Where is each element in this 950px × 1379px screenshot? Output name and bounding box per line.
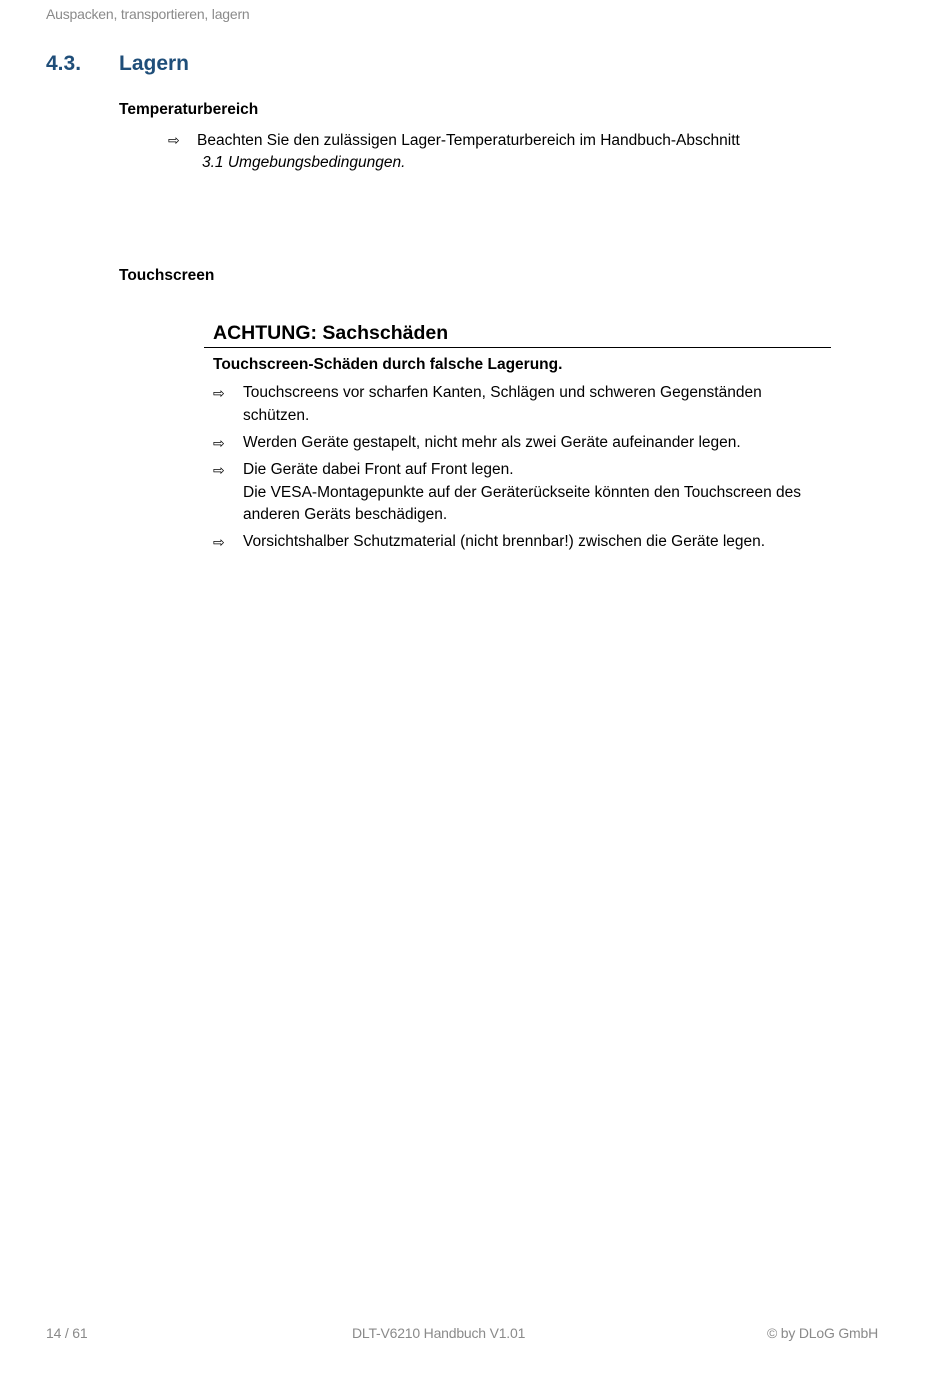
- notice-item-line: Vorsichtshalber Schutzmaterial (nicht brennbar!) zwischen die Geräte legen.: [243, 533, 766, 550]
- temperature-reference: 3.1 Umgebungsbedingungen.: [202, 154, 406, 171]
- temperature-bullet: [168, 130, 740, 152]
- arrow-right-outline-icon: ⇨: [213, 462, 225, 478]
- section-title: Lagern: [119, 52, 190, 75]
- notice-item: [213, 459, 813, 527]
- notice-item-line: Touchscreens vor scharfen Kanten, Schlägen und schweren Gegenständen: [243, 384, 762, 401]
- arrow-right-outline-icon: ⇨: [213, 435, 225, 451]
- touchscreen-heading: Touchscreen: [119, 267, 215, 284]
- arrow-right-outline-icon: ⇨: [213, 534, 225, 550]
- page-number: 14 / 61: [46, 1325, 88, 1341]
- notice-subtitle: Touchscreen-Schäden durch falsche Lagerung.: [213, 356, 563, 373]
- notice-item: [213, 382, 813, 427]
- section-number: 4.3.: [46, 52, 82, 75]
- notice-item: [213, 531, 813, 554]
- notice-title: ACHTUNG: Sachschäden: [213, 322, 449, 344]
- document-title: DLT-V6210 Handbuch V1.01: [352, 1325, 526, 1341]
- notice-item-line: Werden Geräte gestapelt, nicht mehr als zwei Geräte aufeinander legen.: [243, 434, 741, 451]
- temperature-text: Beachten Sie den zulässigen Lager-Temperaturbereich im Handbuch-Abschnitt: [197, 132, 740, 149]
- notice-divider: [204, 347, 831, 348]
- running-header: Auspacken, transportieren, lagern: [46, 6, 250, 22]
- notice-item-line: schützen.: [243, 406, 310, 424]
- arrow-right-outline-icon: ⇨: [213, 385, 225, 401]
- section-heading: [46, 52, 189, 76]
- notice-item: [213, 432, 813, 455]
- temperature-heading: Temperaturbereich: [119, 101, 259, 118]
- notice-item-line: Die VESA-Montagepunkte auf der Geräterückseite könnten den Touchscreen des: [243, 483, 802, 501]
- notice-item-line: Die Geräte dabei Front auf Front legen.: [243, 461, 514, 478]
- copyright: © by DLoG GmbH: [767, 1325, 878, 1341]
- notice-item-line: anderen Geräts beschädigen.: [243, 506, 448, 523]
- arrow-right-outline-icon: ⇨: [168, 132, 180, 148]
